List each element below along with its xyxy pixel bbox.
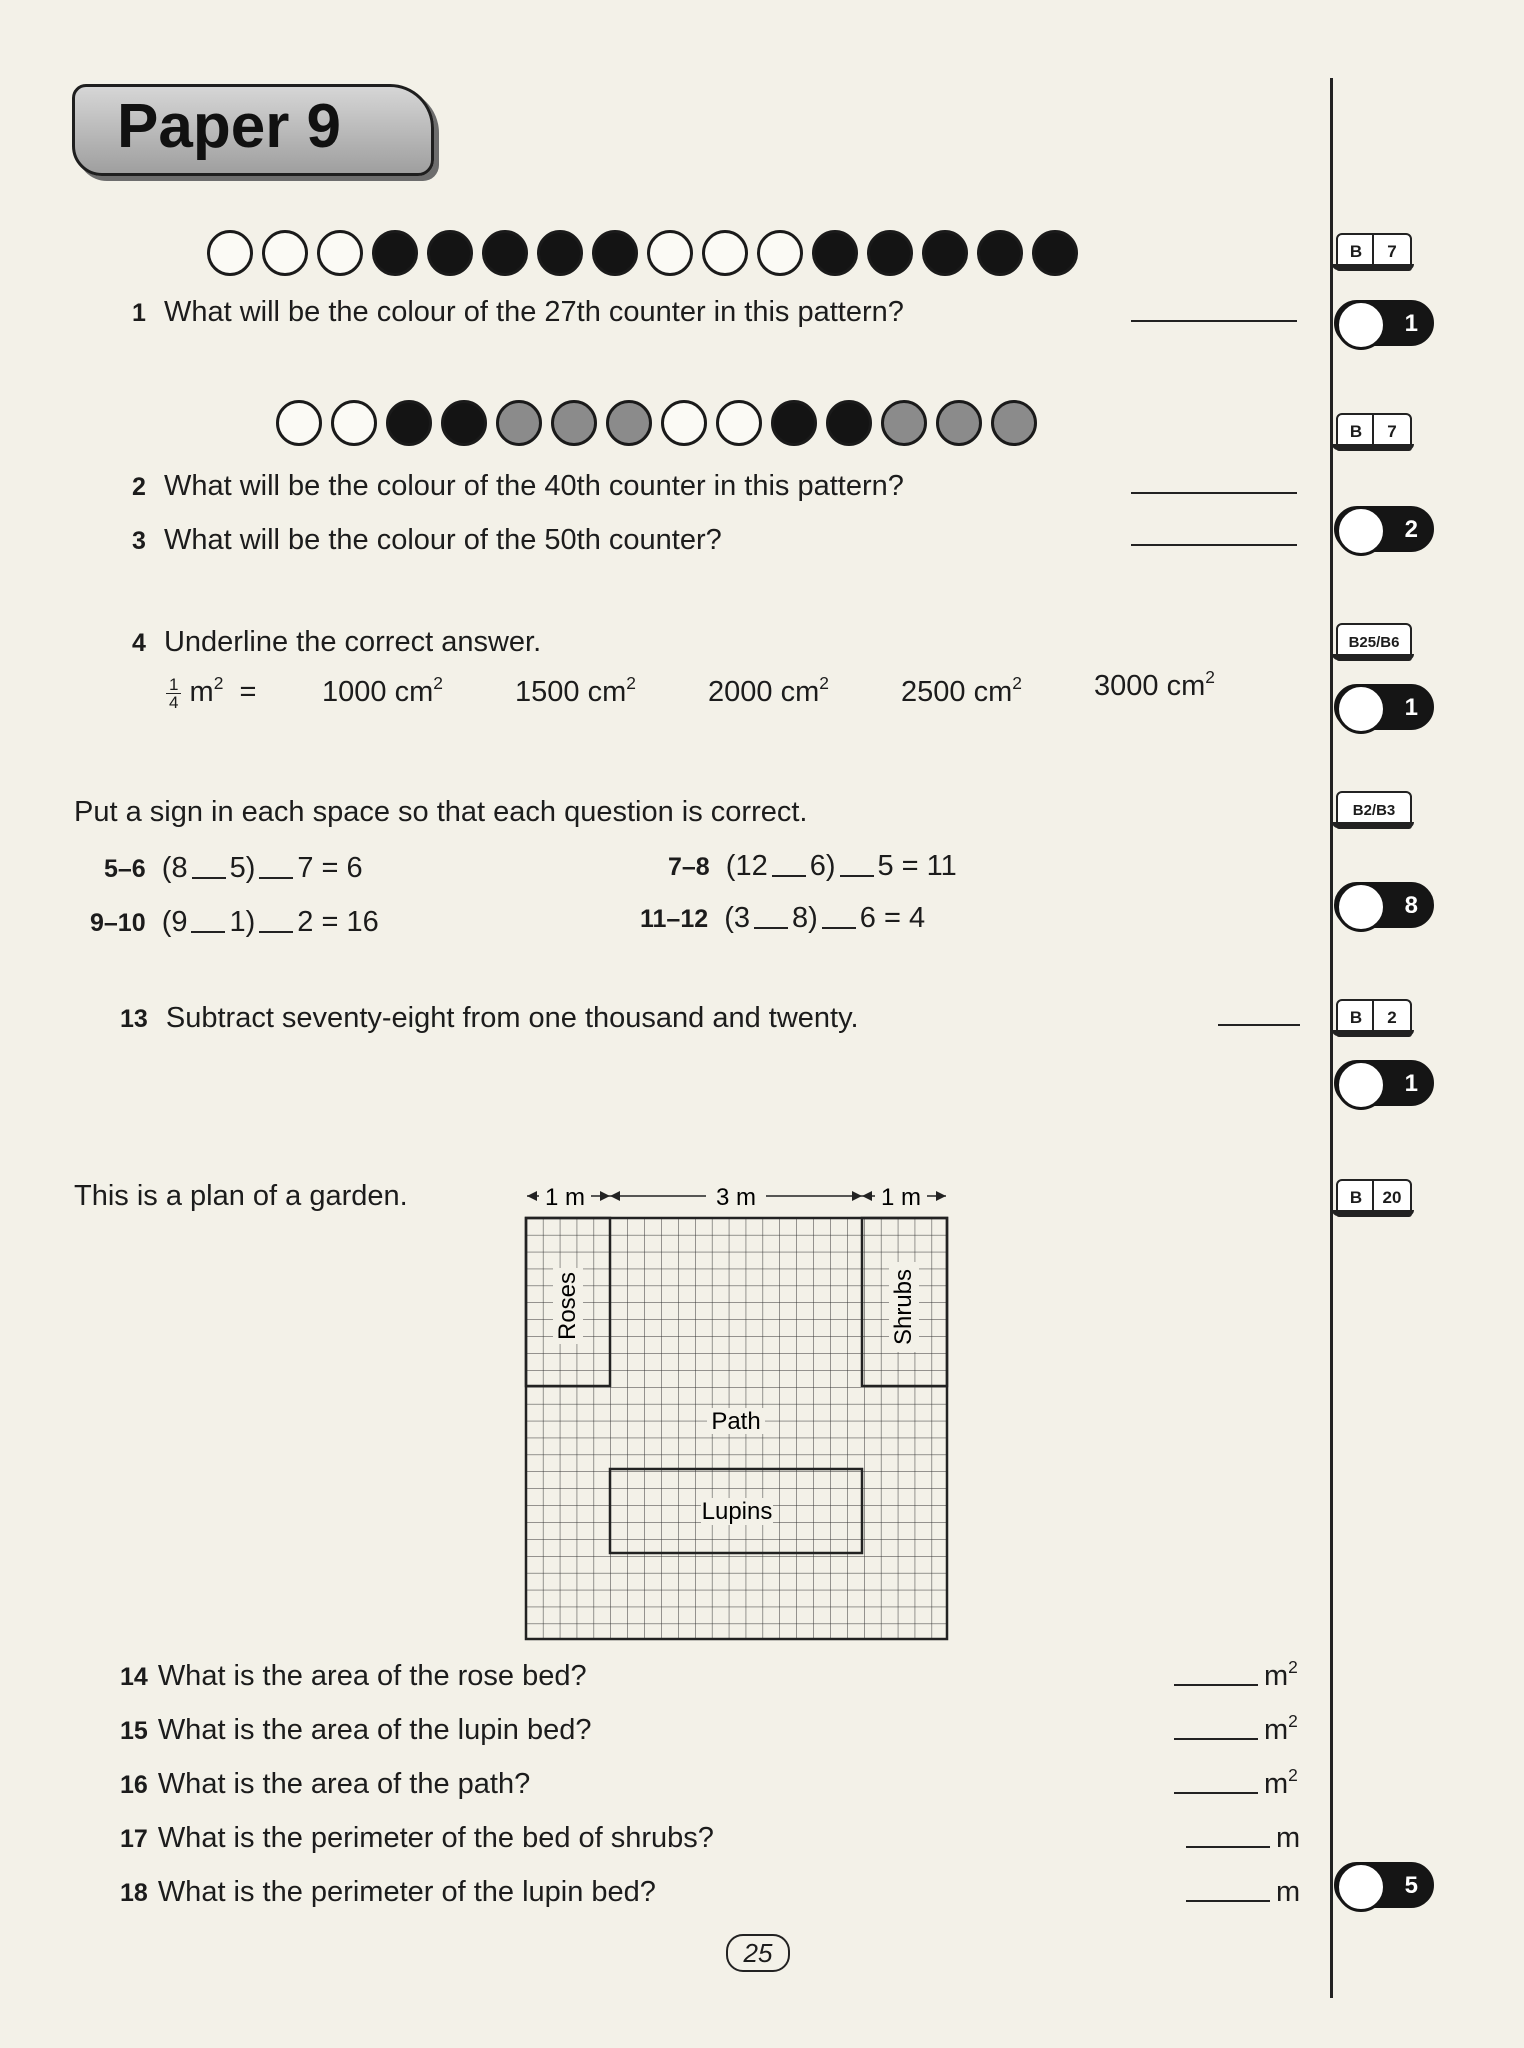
black-counter	[1032, 230, 1078, 276]
question-4	[132, 626, 541, 659]
answer-line-2[interactable]	[1131, 490, 1297, 494]
answer-line-18[interactable]	[1186, 1898, 1270, 1902]
question-1	[132, 296, 904, 329]
question-14: 14 What is the area of the rose bed?	[120, 1660, 587, 1692]
answer-option-2[interactable]: 1500 $cm^2$	[515, 672, 636, 708]
score-box-3[interactable]: 1	[1334, 684, 1434, 730]
unit-15: $m^2$	[1264, 1710, 1298, 1746]
grey-counter	[496, 400, 542, 446]
signs-instruction: Put a sign in each space so that each question is correct.	[74, 796, 808, 828]
unit-16: $m^2$	[1264, 1764, 1298, 1800]
question-13	[120, 1002, 859, 1035]
answer-option-1[interactable]: 1000 $cm^2$	[322, 672, 443, 708]
grey-counter	[881, 400, 927, 446]
book-ref-icon-5: B 2	[1332, 996, 1418, 1038]
fraction-denominator: 4	[166, 693, 181, 711]
dim-label-middle: 3 m	[715, 1184, 757, 1211]
power: 2	[213, 672, 224, 693]
answer-line-17[interactable]	[1186, 1844, 1270, 1848]
sign-blank[interactable]	[259, 877, 293, 879]
book-ref-icon-3: B25/B6	[1332, 620, 1418, 662]
score-box-4[interactable]: 8	[1334, 882, 1434, 928]
black-counter	[922, 230, 968, 276]
paper-title: Paper 9	[117, 92, 342, 161]
dim-label-left: 1 m	[544, 1184, 586, 1211]
margin-line	[1330, 78, 1333, 1998]
answer-line-13[interactable]	[1218, 1022, 1300, 1026]
score-box-6[interactable]: 5	[1334, 1862, 1434, 1908]
answer-line-3[interactable]	[1131, 542, 1297, 546]
sign-blank[interactable]	[191, 931, 225, 933]
question-text: What will be the colour of the 40th counter in this pattern?	[163, 470, 904, 502]
black-counter	[482, 230, 528, 276]
answer-line-1[interactable]	[1131, 318, 1297, 322]
black-counter	[372, 230, 418, 276]
sign-blank[interactable]	[822, 927, 856, 929]
path-label: Path	[711, 1408, 761, 1435]
question-text: Underline the correct answer.	[163, 626, 542, 658]
white-counter	[276, 400, 322, 446]
grey-counter	[551, 400, 597, 446]
black-counter	[592, 230, 638, 276]
roses-label: Roses	[554, 1271, 581, 1341]
garden-intro: This is a plan of a garden.	[74, 1180, 408, 1212]
question-number: 3	[132, 527, 146, 555]
book-ref-icon-1: B 7	[1332, 230, 1418, 272]
question-11-12: 11–12 (3 8) 6 = 4	[640, 902, 926, 934]
answer-option-5[interactable]: 3000 $cm^2$	[1094, 666, 1215, 702]
answer-line-16[interactable]	[1174, 1790, 1258, 1794]
answer-line-14[interactable]	[1174, 1682, 1258, 1686]
question-number: 4	[132, 629, 146, 657]
black-counter	[977, 230, 1023, 276]
unit-14: $m^2$	[1264, 1656, 1298, 1692]
garden-plan	[515, 1178, 955, 1648]
black-counter	[537, 230, 583, 276]
question-text: What will be the colour of the 27th counter in this pattern?	[163, 296, 904, 328]
question-9-10: 9–10 (9 1) 2 = 16	[90, 906, 379, 938]
counter-pattern-2	[276, 400, 1037, 446]
answer-option-3[interactable]: 2000 $cm^2$	[708, 672, 829, 708]
white-counter	[317, 230, 363, 276]
sign-blank[interactable]	[772, 875, 806, 877]
question-3	[132, 524, 722, 557]
grey-counter	[936, 400, 982, 446]
question-text: What will be the colour of the 50th counter?	[163, 524, 722, 556]
unit: m	[189, 676, 214, 709]
score-box-1[interactable]: 1	[1334, 300, 1434, 346]
white-counter	[716, 400, 762, 446]
counter-pattern-1	[207, 230, 1078, 276]
white-counter	[661, 400, 707, 446]
question-2	[132, 470, 904, 503]
black-counter	[812, 230, 858, 276]
page-number: 25	[726, 1934, 790, 1972]
grey-counter	[991, 400, 1037, 446]
book-ref-icon-4: B2/B3	[1332, 788, 1418, 830]
paper-title-tab	[72, 84, 434, 176]
answer-option-4[interactable]: 2500 $cm^2$	[901, 672, 1022, 708]
question-number: 1	[132, 299, 146, 327]
lupins-label: Lupins	[701, 1498, 773, 1525]
sign-blank[interactable]	[754, 927, 788, 929]
question-number: 2	[132, 473, 146, 501]
black-counter	[826, 400, 872, 446]
black-counter	[441, 400, 487, 446]
fraction	[166, 676, 181, 711]
fraction-numerator: 1	[169, 675, 179, 694]
black-counter	[386, 400, 432, 446]
white-counter	[331, 400, 377, 446]
score-box-5[interactable]: 1	[1334, 1060, 1434, 1106]
sign-blank[interactable]	[840, 875, 874, 877]
white-counter	[207, 230, 253, 276]
white-counter	[757, 230, 803, 276]
white-counter	[702, 230, 748, 276]
black-counter	[867, 230, 913, 276]
question-5-6: 5–6 (8 5) 7 = 6	[104, 852, 363, 884]
unit-18: m	[1276, 1876, 1301, 1908]
question-18: 18 What is the perimeter of the lupin bed?	[120, 1876, 656, 1908]
question-number: 13	[120, 1005, 148, 1033]
equals-sign: =	[239, 676, 257, 709]
answer-line-15[interactable]	[1174, 1736, 1258, 1740]
question-16: 16 What is the area of the path?	[120, 1768, 531, 1800]
score-box-2[interactable]: 2	[1334, 506, 1434, 552]
book-ref-icon-6: B 20	[1332, 1176, 1418, 1218]
sign-blank[interactable]	[192, 877, 226, 879]
grey-counter	[606, 400, 652, 446]
black-counter	[427, 230, 473, 276]
dim-label-right: 1 m	[880, 1184, 922, 1211]
question-text: Subtract seventy-eight from one thousand and twenty.	[165, 1002, 859, 1034]
fraction-expression	[166, 672, 257, 712]
black-counter	[771, 400, 817, 446]
question-7-8: 7–8 (12 6) 5 = 11	[668, 850, 957, 882]
book-ref-icon-2: B 7	[1332, 410, 1418, 452]
question-15: 15 What is the area of the lupin bed?	[120, 1714, 592, 1746]
unit-17: m	[1276, 1822, 1301, 1854]
white-counter	[647, 230, 693, 276]
white-counter	[262, 230, 308, 276]
shrubs-label: Shrubs	[890, 1268, 917, 1346]
question-17: 17 What is the perimeter of the bed of shrubs?	[120, 1822, 714, 1854]
sign-blank[interactable]	[259, 931, 293, 933]
